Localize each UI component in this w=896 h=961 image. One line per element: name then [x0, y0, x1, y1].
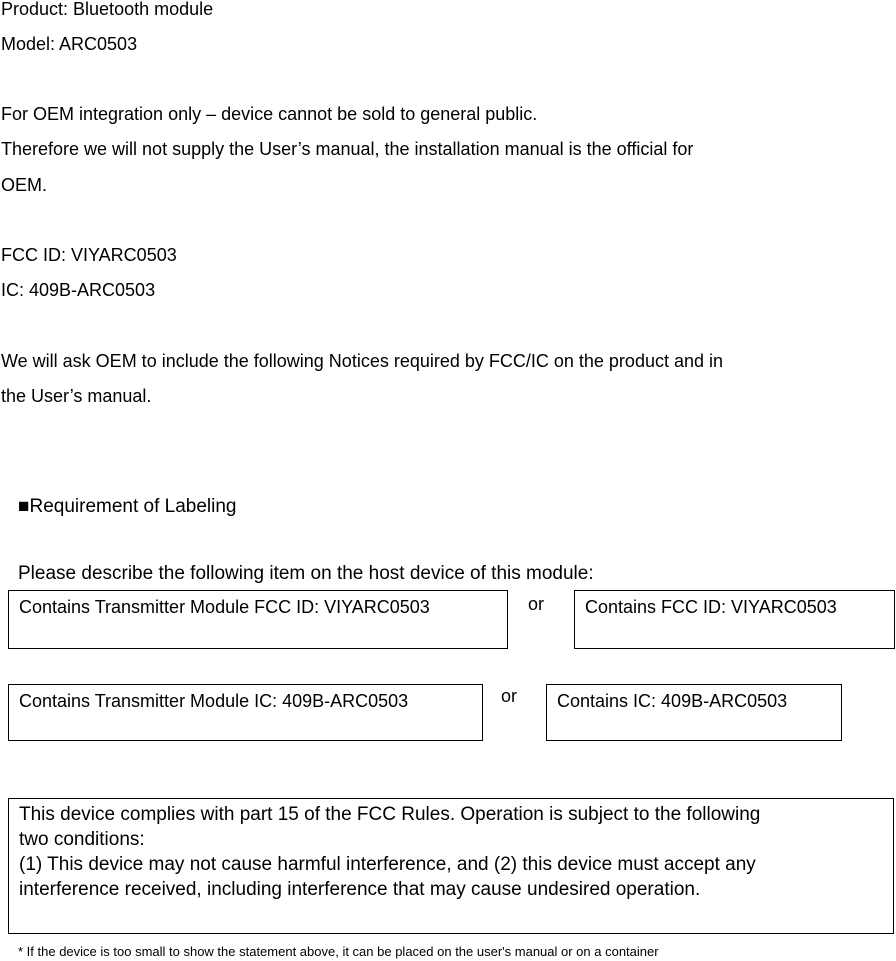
fcc-or-label: or	[528, 594, 545, 614]
fcc-statement-box	[8, 798, 894, 934]
ic-line: IC: 409B-ARC0503	[1, 280, 156, 300]
notice-line-2: the User’s manual.	[1, 386, 152, 406]
fcc-statement-line-4: interference received, including interference that may cause undesired operation.	[19, 879, 701, 900]
fcc-statement-line-3: (1) This device may not cause harmful interference, and (2) this device must accept any	[19, 854, 756, 875]
fcc-id-line: FCC ID: VIYARC0503	[1, 245, 177, 265]
fcc-statement-line-2: two conditions:	[19, 829, 145, 850]
oem-line-3: OEM.	[1, 175, 48, 195]
fcc-statement-line-1: This device complies with part 15 of the FCC Rules. Operation is subject to the following	[19, 804, 761, 825]
ic-or-label: or	[501, 686, 518, 706]
ic-label-option-a: Contains Transmitter Module IC: 409B-ARC0503	[8, 684, 483, 741]
product-line: Product: Bluetooth module	[1, 0, 214, 19]
fcc-label-option-b: Contains FCC ID: VIYARC0503	[574, 590, 895, 649]
notice-line-1: We will ask OEM to include the following Notices required by FCC/IC on the product and in	[1, 351, 724, 371]
fcc-label-option-a: Contains Transmitter Module FCC ID: VIYARC0503	[8, 590, 508, 649]
oem-line-2: Therefore we will not supply the User’s manual, the installation manual is the official for	[1, 139, 694, 159]
oem-line-1: For OEM integration only – device cannot be sold to general public.	[1, 104, 538, 124]
model-line: Model: ARC0503	[1, 34, 138, 54]
footnote: * If the device is too small to show the statement above, it can be placed on the user's manual or on a container	[18, 944, 659, 959]
ic-label-option-b: Contains IC: 409B-ARC0503	[546, 684, 842, 741]
labeling-instruction: Please describe the following item on the host device of this module:	[18, 563, 594, 584]
labeling-heading: ■Requirement of Labeling	[18, 496, 237, 517]
